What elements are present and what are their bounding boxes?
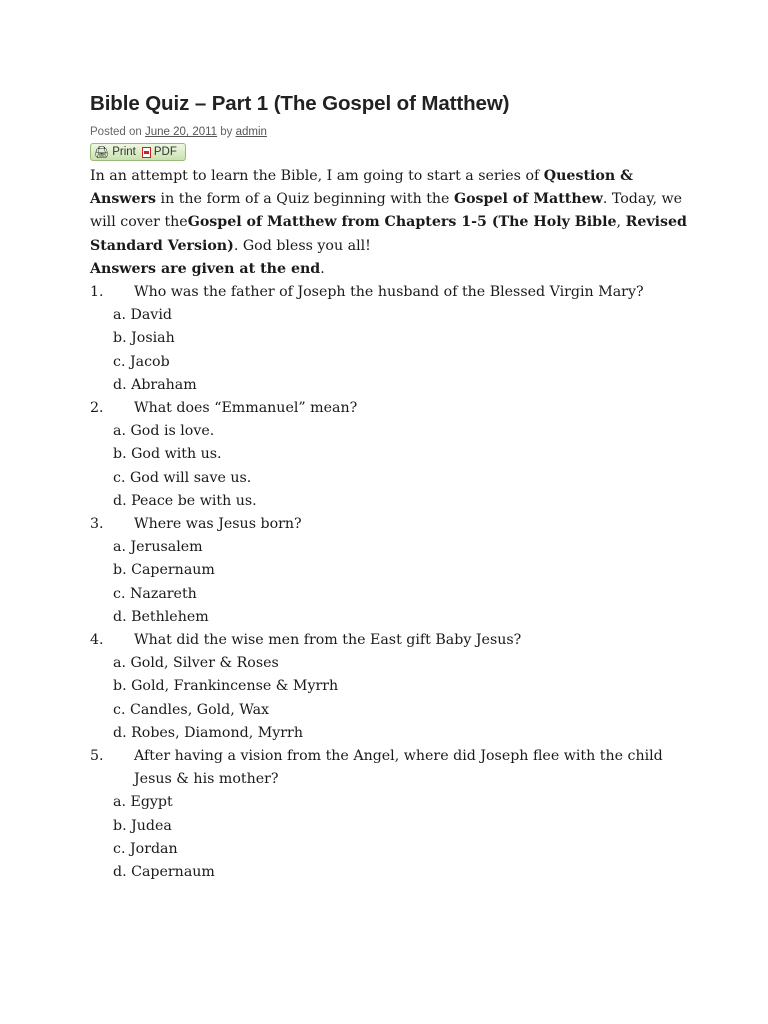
question-item — [90, 513, 690, 629]
question-item — [90, 397, 690, 513]
answer-option: a. Egypt — [113, 794, 173, 811]
post-date-link[interactable]: June 20, 2011 — [145, 126, 218, 138]
intro-bold-version: Revised Standard Version) — [90, 214, 687, 254]
answer-option: c. Candles, Gold, Wax — [113, 701, 270, 718]
question — [90, 281, 690, 304]
print-label: Print — [112, 146, 136, 158]
question-text: Who was the father of Joseph the husband of the Blessed Virgin Mary? — [134, 284, 644, 301]
answer-option: c. Jacob — [113, 353, 170, 370]
answers-note-dot: . — [320, 260, 325, 277]
answer-option: b. Judea — [113, 817, 172, 834]
author-link[interactable]: admin — [235, 126, 267, 138]
answer-option: c. God will save us. — [113, 469, 252, 486]
answer-option: a. Gold, Silver & Roses — [113, 655, 279, 672]
question-text: Where was Jesus born? — [134, 516, 302, 533]
pdf-icon — [142, 147, 151, 158]
question-number: 1. — [90, 284, 104, 301]
question — [90, 513, 690, 536]
answer-option: d. Capernaum — [113, 864, 215, 881]
intro-text: , — [616, 214, 626, 231]
intro-paragraph — [90, 165, 690, 258]
post-meta — [90, 124, 690, 140]
question-item — [90, 281, 690, 397]
question-number: 3. — [90, 516, 104, 533]
question-number: 4. — [90, 632, 104, 649]
posted-on-label: Posted on — [90, 126, 142, 138]
question-number: 5. — [90, 748, 104, 765]
answer-option: a. God is love. — [113, 423, 215, 440]
pdf-label: PDF — [153, 146, 177, 158]
intro-text: . God bless you all! — [233, 237, 371, 254]
question-text: What did the wise men from the East gift Baby Jesus? — [134, 632, 522, 649]
answer-option: d. Peace be with us. — [113, 492, 257, 509]
question-text: After having a vision from the Angel, where did Joseph flee with the child Jesus & his mother? — [134, 748, 663, 788]
answer-option: b. God with us. — [113, 446, 222, 463]
question — [90, 629, 690, 652]
question-list — [90, 281, 690, 884]
intro-text: in the form of a Quiz beginning with the — [156, 191, 454, 208]
post-title: Bible Quiz – Part 1 (The Gospel of Matthew) — [90, 92, 510, 115]
answer-option: b. Josiah — [113, 330, 175, 347]
question-number: 2. — [90, 400, 104, 417]
answers-note — [90, 258, 690, 281]
intro-text: . Today, we will cover the — [90, 191, 683, 231]
answer-option: d. Abraham — [113, 376, 197, 393]
question — [90, 745, 690, 791]
by-label: by — [220, 126, 233, 138]
answer-option: d. Robes, Diamond, Myrrh — [113, 724, 303, 741]
post — [90, 88, 690, 884]
intro-bold-qa: Question & Answers — [90, 168, 633, 208]
intro-bold-gospel: Gospel of Matthew — [453, 191, 603, 208]
answer-option: b. Capernaum — [113, 562, 215, 579]
question-text: What does “Emmanuel” mean? — [134, 400, 358, 417]
answer-option: a. David — [113, 307, 172, 324]
answer-option: c. Nazareth — [113, 585, 197, 602]
answer-option: a. Jerusalem — [113, 539, 203, 556]
question-item — [90, 629, 690, 745]
answer-option: c. Jordan — [113, 840, 178, 857]
answer-option: d. Bethlehem — [113, 608, 209, 625]
post-content — [90, 165, 690, 884]
print-pdf-button[interactable] — [90, 143, 186, 161]
answer-option: b. Gold, Frankincense & Myrrh — [113, 678, 339, 695]
printer-icon: 🖨 — [94, 145, 110, 159]
intro-text: In an attempt to learn the Bible, I am going to start a series of — [90, 168, 544, 184]
question-item — [90, 745, 690, 884]
question — [90, 397, 690, 420]
intro-bold-chapters: Gospel of Matthew from Chapters 1-5 (The Holy Bible — [187, 214, 617, 231]
answers-note-bold: Answers are given at the end — [90, 260, 321, 277]
